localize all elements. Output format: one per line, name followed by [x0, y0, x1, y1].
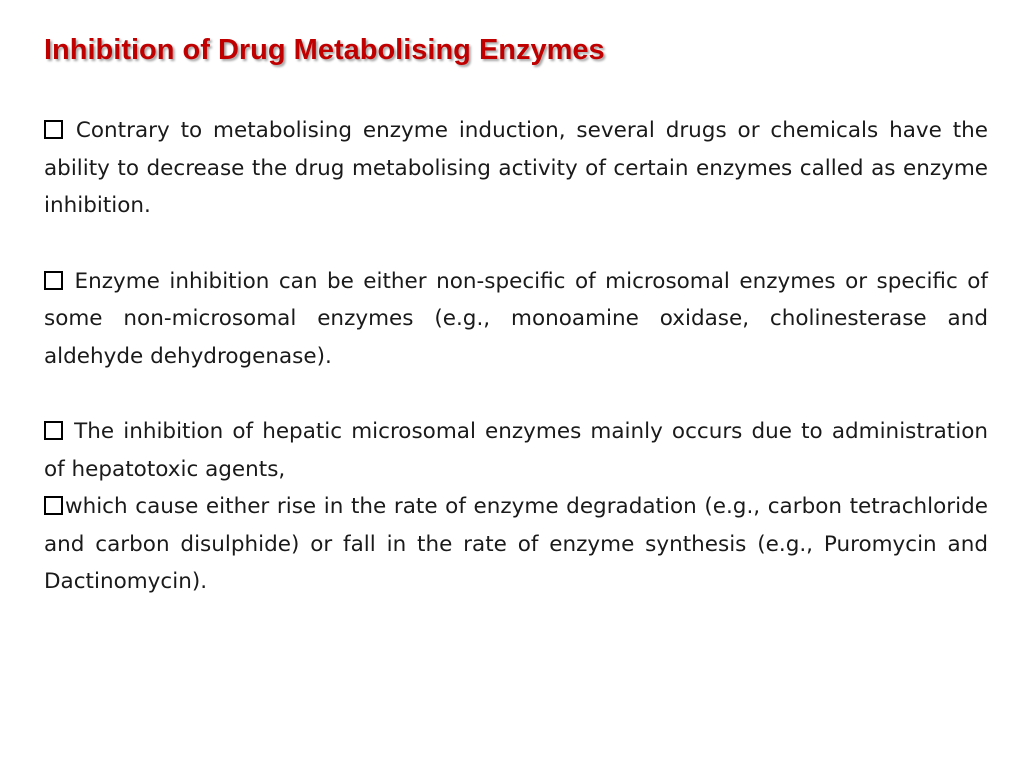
bullet-3-text: The inhibition of hepatic microsomal enzymes mainly occurs due to administration of hepatotoxic agents,	[44, 419, 988, 482]
paragraph-gap	[44, 225, 988, 263]
slide-body	[44, 112, 988, 601]
paragraph-gap	[44, 375, 988, 413]
bullet-2	[44, 263, 988, 376]
bullet-1	[44, 112, 988, 225]
checkbox-icon	[44, 496, 63, 515]
bullet-2-text: Enzyme inhibition can be either non-specific of microsomal enzymes or specific of some non-microsomal enzymes (e.g., monoamine oxidase, cholinesterase and aldehyde dehydrogenase).	[44, 268, 988, 369]
slide-title: Inhibition of Drug Metabolising Enzymes	[44, 34, 605, 66]
bullet-4-text: which cause either rise in the rate of enzyme degradation (e.g., carbon tetrachloride and carbon disulphide) or fall in the rate of enzyme synthesis (e.g., Puromycin and Dactinomycin).	[44, 494, 988, 594]
bullet-1-text: Contrary to metabolising enzyme induction, several drugs or chemicals have the ability to decrease the drug metabolising activity of certain enzymes called as enzyme inhibition.	[44, 118, 988, 218]
bullet-3	[44, 413, 988, 488]
bullet-4	[44, 488, 988, 601]
checkbox-icon	[44, 421, 63, 440]
checkbox-icon	[44, 271, 63, 290]
checkbox-icon	[44, 120, 63, 139]
